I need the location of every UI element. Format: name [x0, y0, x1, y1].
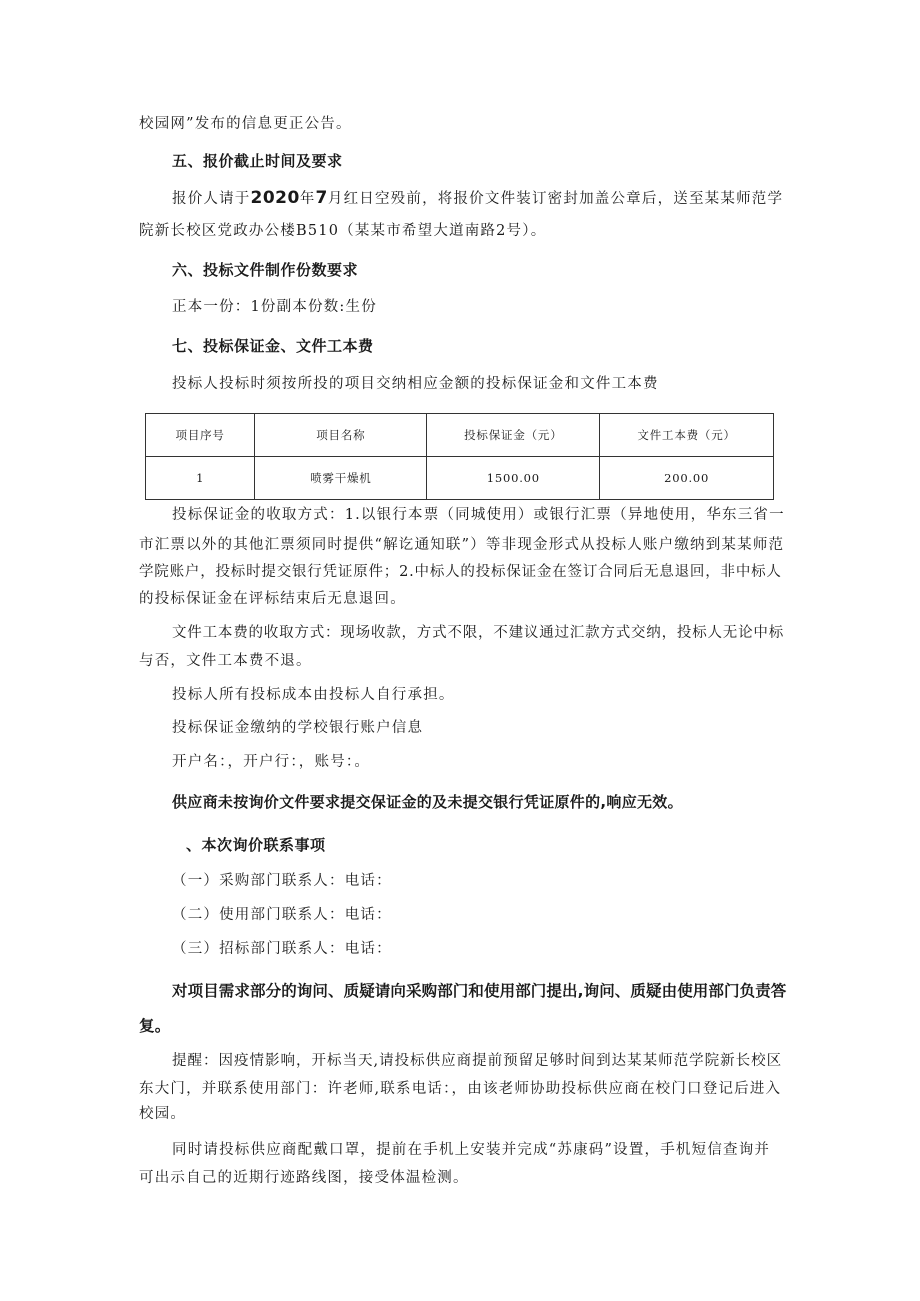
fee-paragraph-line2: 与否，文件工本费不退。: [139, 653, 312, 669]
section-5-heading: 五、报价截止时间及要求: [172, 152, 343, 170]
section-8-heading: 、本次询价联系事项: [186, 836, 326, 854]
section-5-paragraph-line2: 院新长校区党政办公楼B510（某某市希望大道南路2号）。: [139, 223, 547, 239]
deadline-month: 7: [315, 188, 328, 208]
deadline-text-c: 月红日空殁前，将报价文件装订密封加盖公章后，送至某某师范学: [327, 191, 784, 207]
table-header-cell: 项目序号: [146, 414, 255, 457]
deposit-paragraph-line4: 的投标保证金在评标结束后无息退回。: [139, 591, 406, 607]
fee-table: [145, 413, 774, 500]
contact-procurement: （一）采购部门联系人：电话：: [172, 873, 392, 889]
table-cell: 喷雾干燥机: [255, 457, 427, 500]
table-cell: 1: [146, 457, 255, 500]
continued-line: 校园网”发布的信息更正公告。: [139, 116, 352, 132]
inquiry-note-line2: 复。: [139, 1017, 171, 1035]
table-row: [146, 457, 774, 500]
table-header-cell: 投标保证金（元）: [427, 414, 600, 457]
contact-bidding-dept: （三）招标部门联系人：电话：: [172, 941, 392, 957]
section-6-heading: 六、投标文件制作份数要求: [172, 261, 359, 279]
section-7-intro: 投标人投标时须按所投的项目交纳相应金额的投标保证金和文件工本费: [172, 376, 659, 392]
section-5-paragraph-line1: [172, 186, 783, 212]
reminder-line2: 东大门，并联系使用部门：许老师,联系电话：，由该老师协助投标供应商在校门口登记后进入: [139, 1081, 782, 1097]
deadline-text-b: 年: [299, 191, 316, 207]
table-cell: 200.00: [600, 457, 774, 500]
inquiry-note-line1: 对项目需求部分的询问、质疑请向采购部门和使用部门提出,询问、质疑由使用部门负责答: [172, 982, 787, 1000]
table-header-cell: 项目名称: [255, 414, 427, 457]
cost-paragraph: 投标人所有投标成本由投标人自行承担。: [172, 687, 455, 703]
section-7-heading: 七、投标保证金、文件工本费: [172, 337, 374, 355]
table-header-row: [146, 414, 774, 457]
section-6-paragraph: 正本一份：1份副本份数:生份: [172, 299, 377, 315]
invalid-response-note: 供应商未按询价文件要求提交保证金的及未提交银行凭证原件的,响应无效。: [172, 793, 683, 811]
reminder-line1: 提醒：因疫情影响，开标当天,请投标供应商提前预留足够时间到达某某师范学院新长校区: [172, 1053, 783, 1069]
deposit-paragraph-line3: 学院账户，投标时提交银行凭证原件；2.中标人的投标保证金在签订合同后无息退回，非中标人: [139, 564, 782, 580]
reminder-line3: 校园。: [139, 1106, 187, 1122]
contact-user-dept: （二）使用部门联系人：电话：: [172, 907, 392, 923]
mask-paragraph-line1: 同时请投标供应商配戴口罩，提前在手机上安装并完成“苏康码”设置，手机短信查询并: [172, 1142, 771, 1158]
mask-paragraph-line2: 可出示自己的近期行迹路线图，接受体温检测。: [139, 1170, 469, 1186]
deadline-year: 2020: [250, 188, 300, 208]
table-cell: 1500.00: [427, 457, 600, 500]
bank-info-title: 投标保证金缴纳的学校银行账户信息: [172, 720, 424, 736]
deposit-paragraph-line1: 投标保证金的收取方式：1.以银行本票（同城使用）或银行汇票（异地使用，华东三省一: [172, 507, 785, 523]
table-header-cell: 文件工本费（元）: [600, 414, 774, 457]
deadline-text-a: 报价人请于: [172, 191, 251, 207]
fee-paragraph-line1: 文件工本费的收取方式：现场收款，方式不限，不建议通过汇款方式交纳，投标人无论中标: [172, 625, 784, 641]
bank-info-line: 开户名：，开户行：，账号：。: [172, 754, 371, 770]
deposit-paragraph-line2: 市汇票以外的其他汇票须同时提供“解讫通知联”）等非现金形式从投标人账户缴纳到某某师范: [139, 537, 785, 553]
